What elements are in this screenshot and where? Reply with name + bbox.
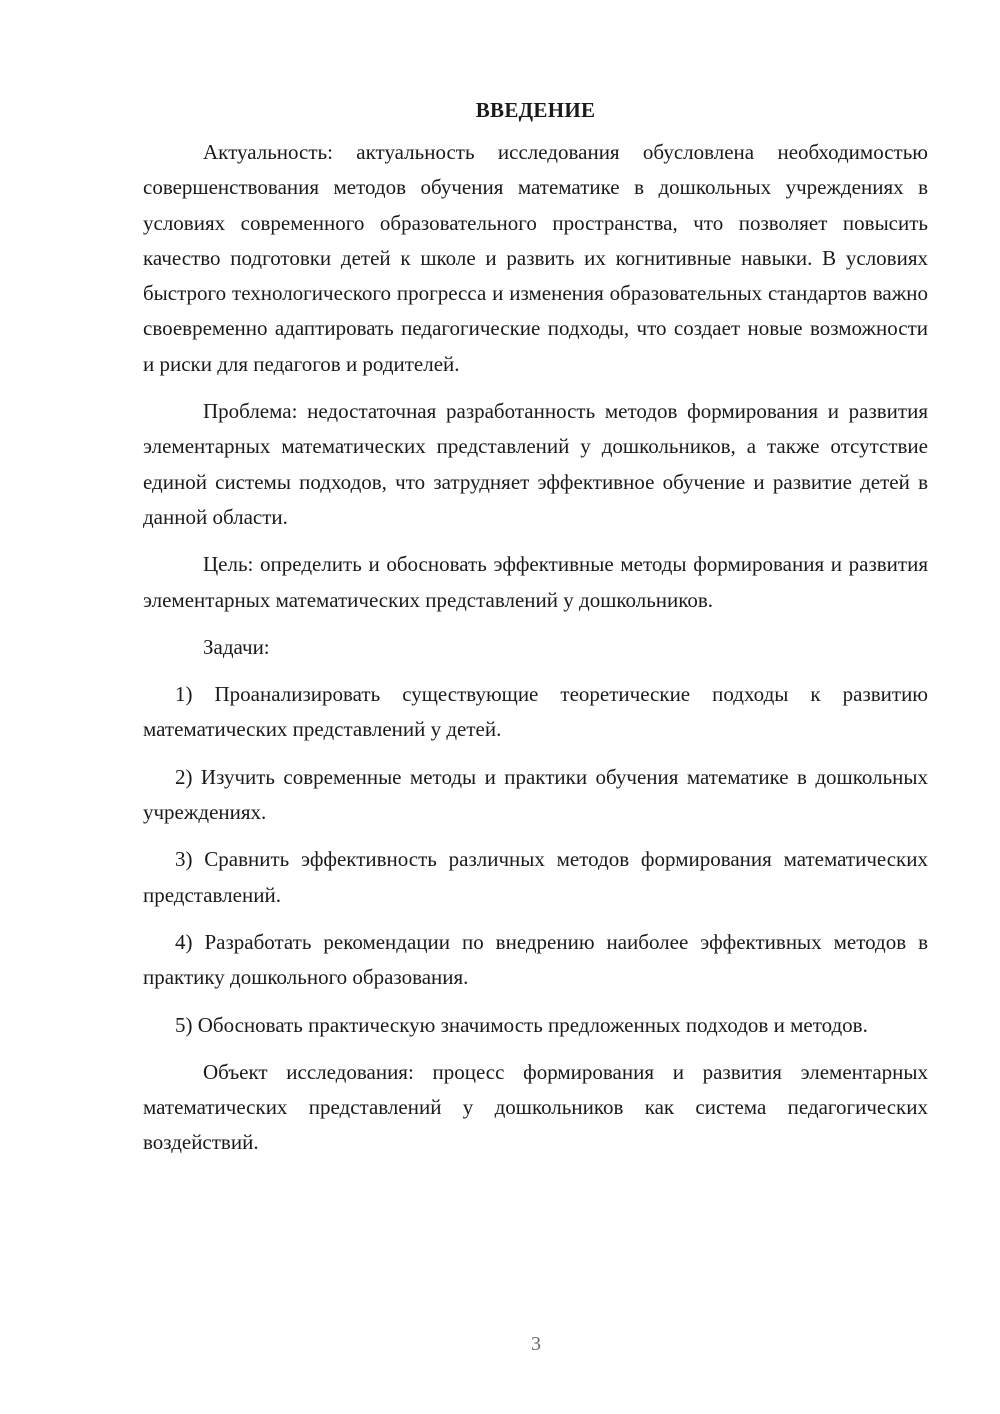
object-paragraph: Объект исследования: процесс формирования и развития элементарных математических представлений у дошкольников как система педагогических воздействий. xyxy=(143,1059,928,1155)
task-item: 5) Обосновать практическую значимость предложенных подходов и методов. xyxy=(175,1012,868,1037)
document-page xyxy=(143,96,928,1173)
task-item: 3) Сравнить эффективность различных методов формирования математических представлений. xyxy=(143,847,928,907)
tasks-heading: Задачи: xyxy=(203,634,270,659)
problem-paragraph: Проблема: недостаточная разработанность методов формирования и развития элементарных математических представлений у дошкольников, а также отсутствие единой системы подходов, что затрудняет эффективное обучение и развитие детей в данной области. xyxy=(143,399,928,529)
page-number: 3 xyxy=(531,1333,541,1355)
goal-paragraph: Цель: определить и обосновать эффективные методы формирования и развития элементарных математических представлений у дошкольников. xyxy=(143,552,928,612)
relevance-paragraph: Актуальность: актуальность исследования обусловлена необходимостью совершенствования методов обучения математике в дошкольных учреждениях в условиях современного образовательного пространства, что позволяет повысить качество подготовки детей к школе и развить их когнитивные навыки. В условиях быстрого технологического прогресса и изменения образовательных стандартов важно своевременно адаптировать педагогические подходы, что создает новые возможности и риски для педагогов и родителей. xyxy=(143,140,928,376)
document-title: ВВЕДЕНИЕ xyxy=(475,98,596,122)
task-item: 1) Проанализировать существующие теоретические подходы к развитию математических представлений у детей. xyxy=(143,682,928,742)
task-item: 4) Разработать рекомендации по внедрению наиболее эффективных методов в практику дошкольного образования. xyxy=(143,929,928,990)
task-item: 2) Изучить современные методы и практики обучения математике в дошкольных учреждениях. xyxy=(143,764,928,825)
